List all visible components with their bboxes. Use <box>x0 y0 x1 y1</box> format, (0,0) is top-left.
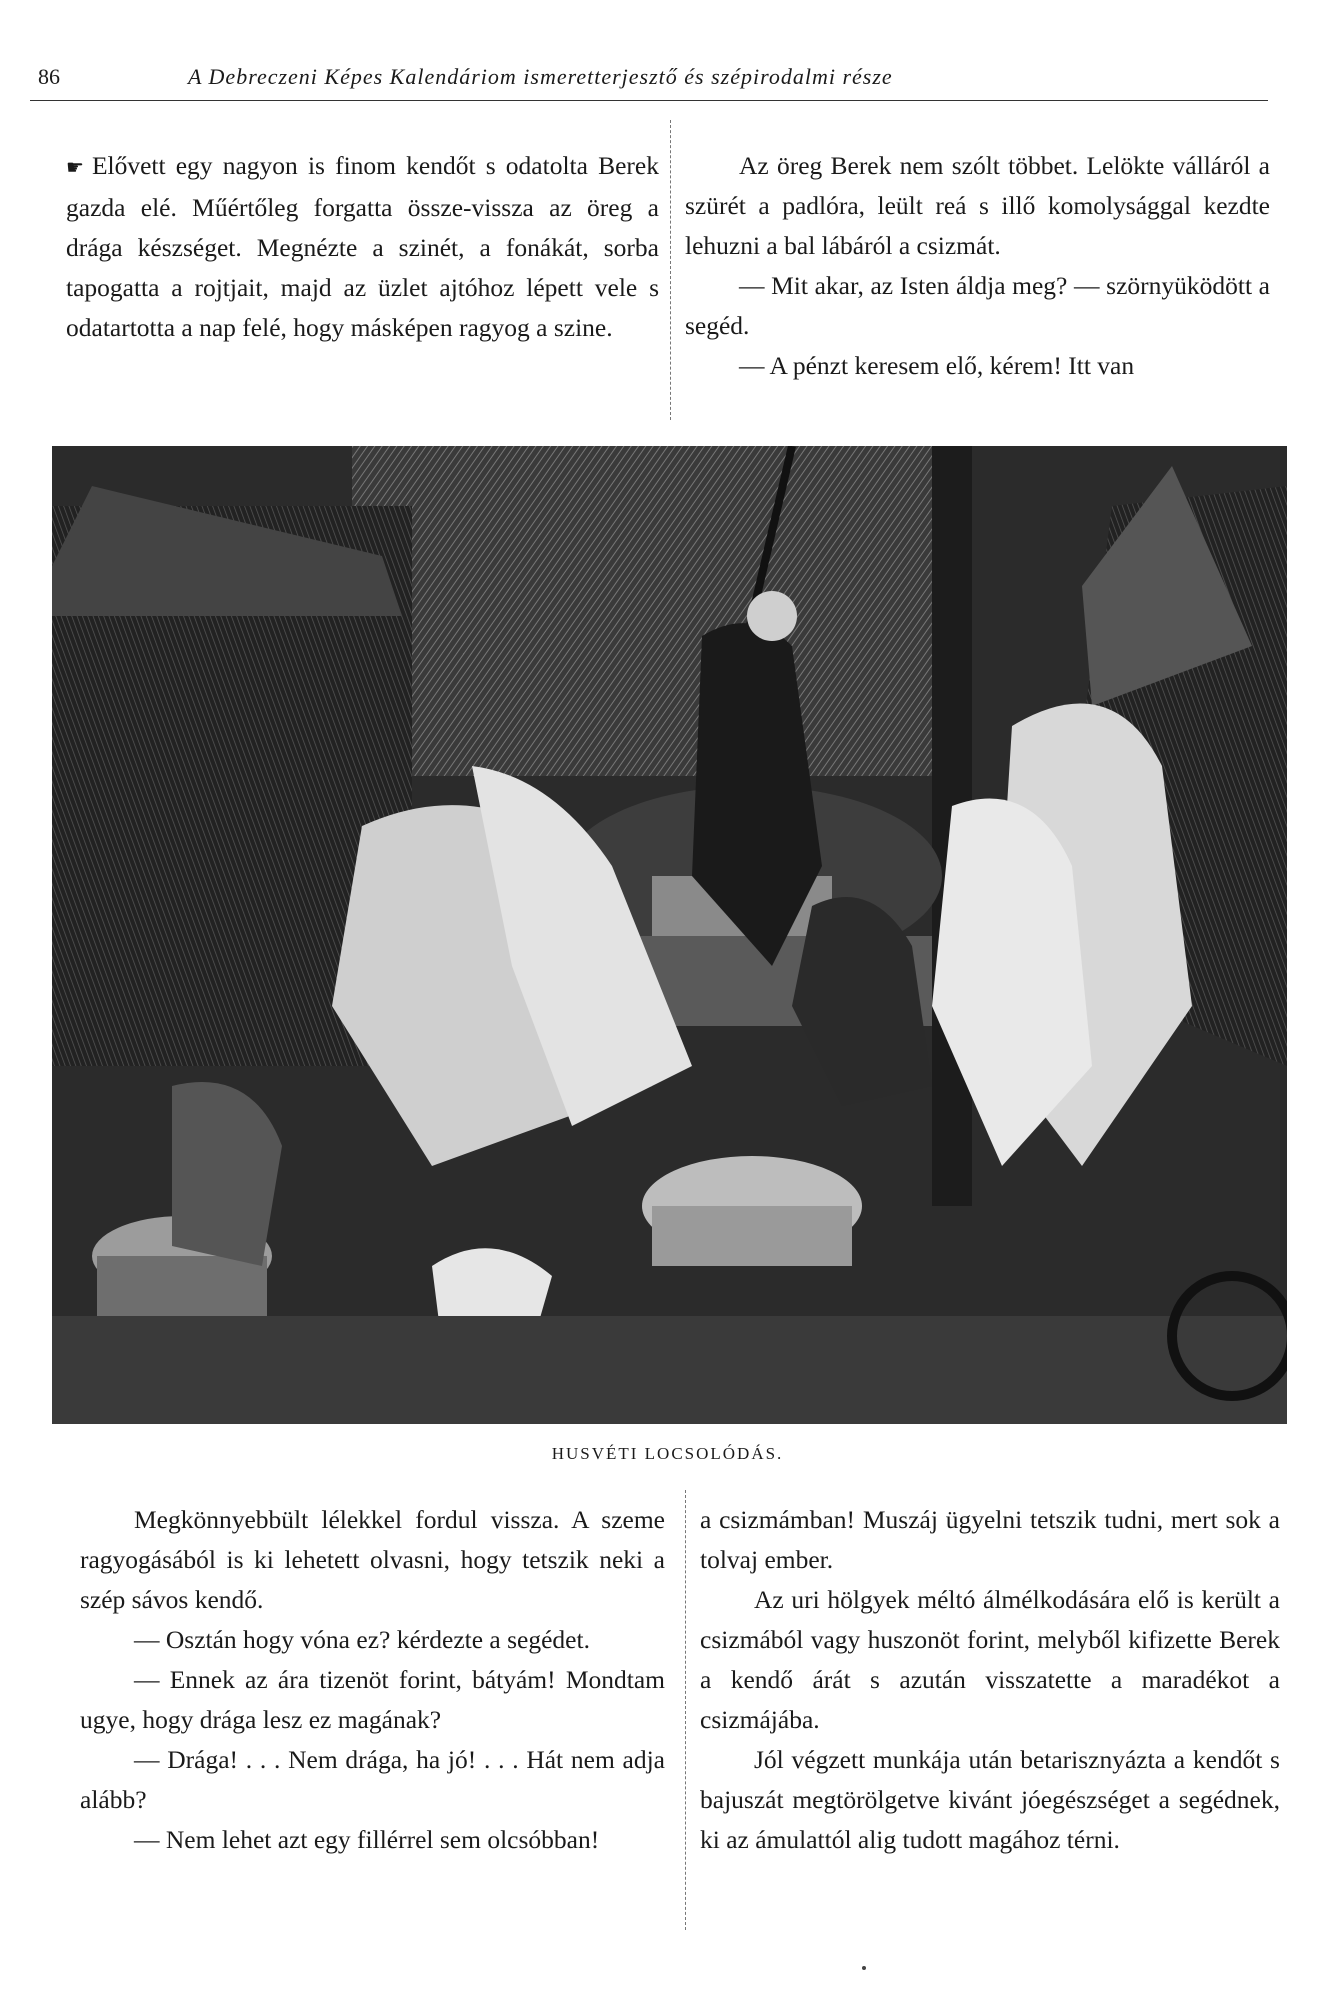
paragraph: a csizmámban! Muszáj ügyelni tetszik tudni, mert sok a tolvaj ember. <box>700 1505 1280 1574</box>
paragraph: Jól végzett munkája után betarisznyázta a kendőt s bajuszát megtörölgetve kivánt jóegészséget a segédnek, ki az ámulattól alig tudott magához térni. <box>700 1745 1280 1854</box>
paragraph: — Osztán hogy vóna ez? kérdezte a segédet. <box>134 1625 590 1654</box>
header-rule <box>30 100 1268 101</box>
column-top-right <box>685 146 1270 386</box>
paragraph: — Drága! . . . Nem drága, ha jó! . . . Hát nem adja alább? <box>80 1745 665 1814</box>
engraving-illustration <box>52 446 1287 1424</box>
page-number: 86 <box>38 64 60 89</box>
paragraph: — Ennek az ára tizenöt forint, bátyám! Mondtam ugye, hogy drága lesz ez magának? <box>80 1665 665 1734</box>
paragraph: Az uri hölgyek méltó álmélkodására elő is került a csizmából vagy huszonöt forint, melyből kifizette Berek a kendő árát s azután visszatette a maradékot a csizmájába. <box>700 1585 1280 1734</box>
illustration-caption: HUSVÉTI LOCSOLÓDÁS. <box>551 1444 784 1463</box>
engraving-artwork <box>52 446 1287 1424</box>
paragraph: — A pénzt keresem elő, kérem! Itt van <box>739 351 1135 380</box>
running-title: A Debreczeni Képes Kalendáriom ismeretterjesztő és szépirodalmi része <box>188 64 893 89</box>
paragraph: Elővett egy nagyon is finom kendőt s odatolta Berek gazda elé. Műértőleg forgatta össze-vissza az öreg a drága készséget. Megnézte a szinét, a fonákát, sorba tapogatta a rojtjait, majd az üzlet ajtóhoz lépett vele s odatartotta a nap felé, hogy másképen ragyog a szine. <box>66 151 659 342</box>
running-header <box>38 58 1283 102</box>
column-top-left <box>66 146 659 348</box>
paragraph: Megkönnyebbült lélekkel fordul vissza. A szeme ragyogásából is ki lehetett olvasni, hogy tetszik neki a szép sávos kendő. <box>80 1505 665 1614</box>
paragraph: — Nem lehet azt egy fillérrel sem olcsóbban! <box>134 1825 600 1854</box>
paragraph: — Mit akar, az Isten áldja meg? — szörnyüködött a segéd. <box>685 271 1270 340</box>
printer-mark <box>862 1966 866 1970</box>
column-divider <box>670 120 671 420</box>
column-bottom-left <box>80 1500 665 1860</box>
pointing-hand-icon: ☛ <box>66 157 84 179</box>
column-divider <box>685 1490 686 1930</box>
paragraph: Az öreg Berek nem szólt többet. Lelökte válláról a szürét a padlóra, leült reá s illő komolysággal kezdte lehuzni a bal lábáról a csizmát. <box>685 151 1270 260</box>
column-bottom-right <box>700 1500 1280 1860</box>
